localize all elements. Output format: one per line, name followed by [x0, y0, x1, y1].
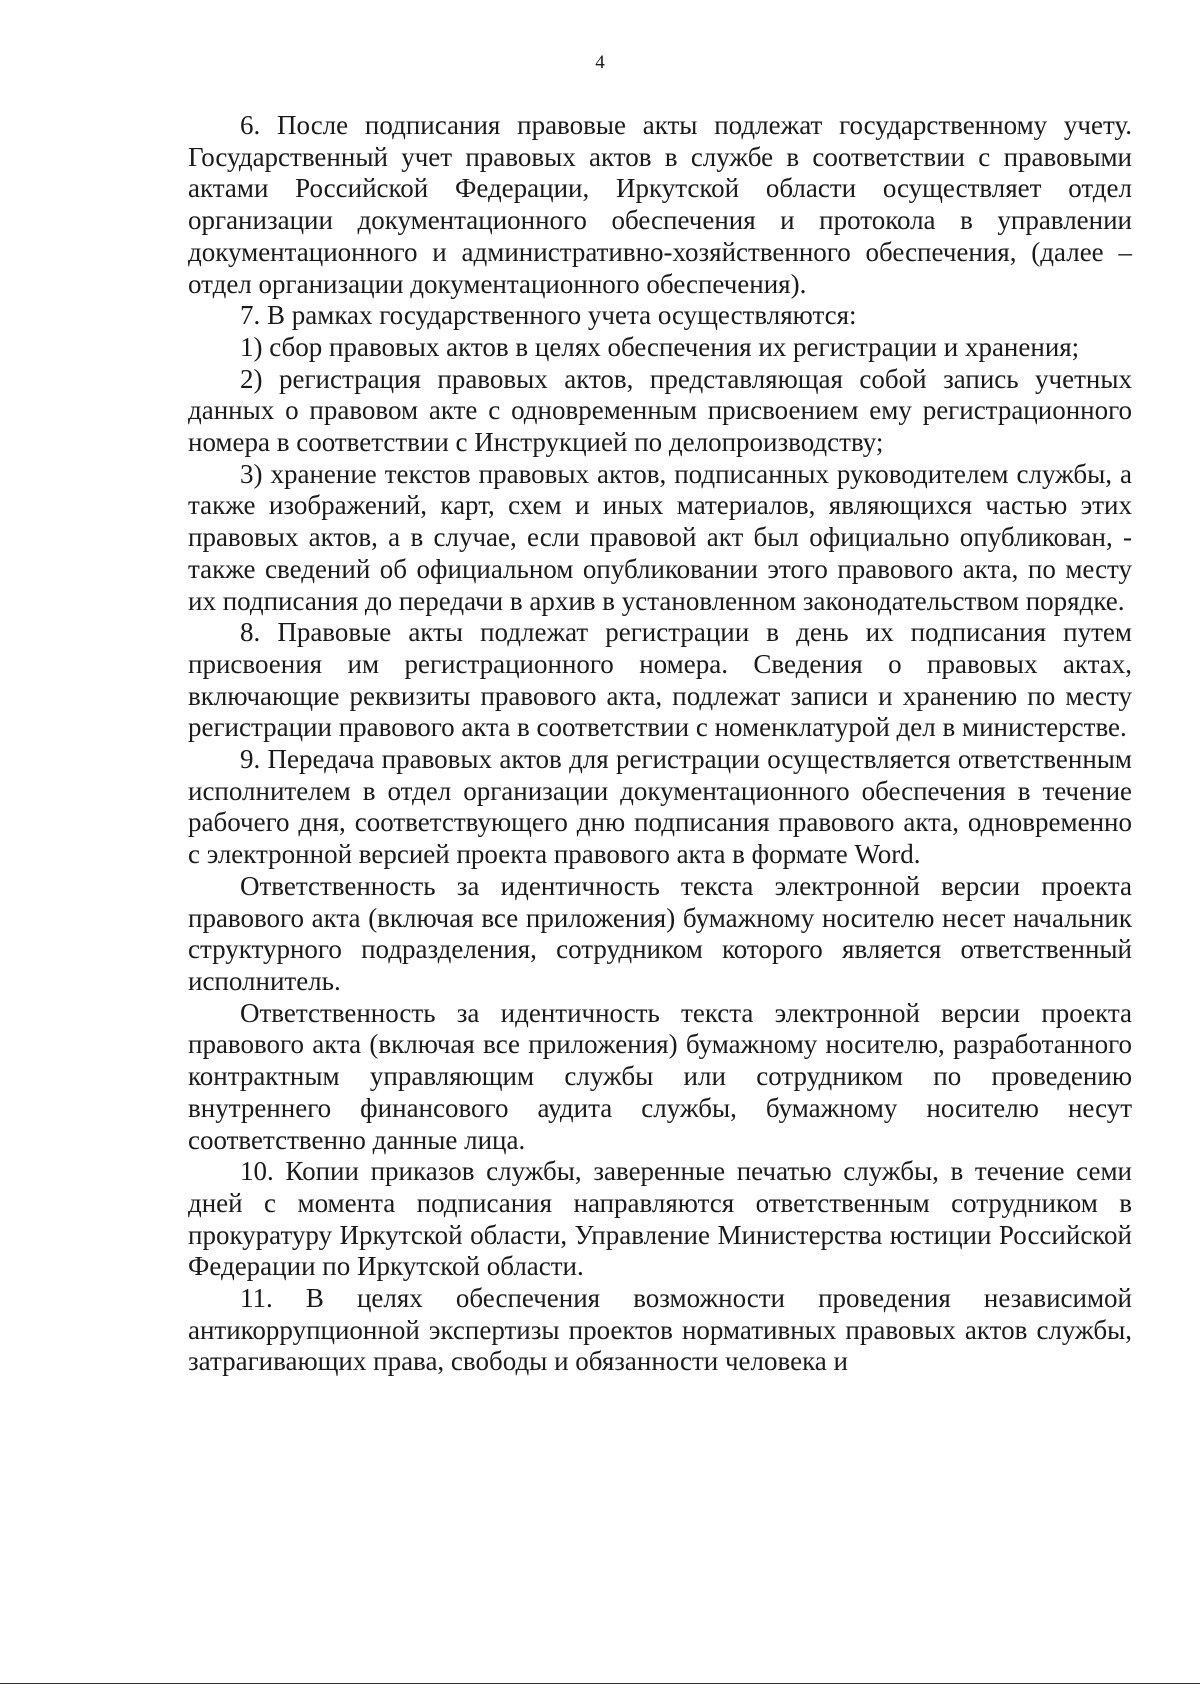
paragraph-7: 7. В рамках государственного учета осуществляются:	[240, 300, 857, 331]
paragraph-responsibility-1: Ответственность за идентичность текста электронной версии проекта правового акта (включая все приложения) бумажному носителю несет начальник структурного подразделения, сотрудником которого является ответственный исполнитель.	[188, 870, 1132, 996]
document-body	[188, 110, 1132, 1378]
paragraph-9: 9. Передача правовых актов для регистрации осуществляется ответственным исполнителем в отдел организации документационного обеспечения в течение рабочего дня, соответствующего дню подписания правового акта, одновременно с электронной версией проекта правового акта в формате Word.	[188, 744, 1132, 870]
paragraph-11: 11. В целях обеспечения возможности проведения независимой антикоррупционной экспертизы проектов нормативных правовых актов службы, затрагивающих права, свободы и обязанности человека и	[188, 1283, 1132, 1377]
bottom-rule	[0, 1683, 1200, 1684]
paragraph-responsibility-2: Ответственность за идентичность текста электронной версии проекта правового акта (включая все приложения) бумажному носителю, разработанного контрактным управляющим службы или сотрудником по проведению внутреннего финансового аудита службы, бумажному носителю несут соответственно данные лица.	[188, 997, 1132, 1155]
list-item-2: 2) регистрация правовых актов, представляющая собой запись учетных данных о правовом акте с одновременным присвоением ему регистрационного номера в соответствии с Инструкцией по делопроизводству;	[188, 363, 1132, 458]
list-item-3: 3) хранение текстов правовых актов, подписанных руководителем службы, а также изображений, карт, схем и иных материалов, являющихся частью этих правовых актов, а в случае, если правовой акт был официально опубликован, - также сведений об официальном опубликовании этого правового акта, по месту их подписания до передачи в архив в установленном законодательством порядке.	[188, 458, 1132, 616]
page-number: 4	[595, 52, 605, 73]
paragraph-10: 10. Копии приказов службы, заверенные печатью службы, в течение семи дней с момента подписания направляются ответственным сотрудником в прокуратуру Иркутской области, Управление Министерства юстиции Российской Федерации по Иркутской области.	[188, 1156, 1132, 1282]
paragraph-8: 8. Правовые акты подлежат регистрации в день их подписания путем присвоения им регистрационного номера. Сведения о правовых актах, включающие реквизиты правового акта, подлежат записи и хранению по месту регистрации правового акта в соответствии с номенклатурой дел в министерстве.	[188, 617, 1132, 743]
list-item-1: 1) сбор правовых актов в целях обеспечения их регистрации и хранения;	[240, 331, 1080, 362]
paragraph-6: 6. После подписания правовые акты подлежат государственному учету. Государственный учет правовых актов в службе в соответствии с правовыми актами Российской Федерации, Иркутской области осуществляет отдел организации документационного обеспечения и протокола в управлении документационного и административно-хозяйственного обеспечения, (далее – отдел организации документационного обеспечения).	[188, 110, 1132, 299]
